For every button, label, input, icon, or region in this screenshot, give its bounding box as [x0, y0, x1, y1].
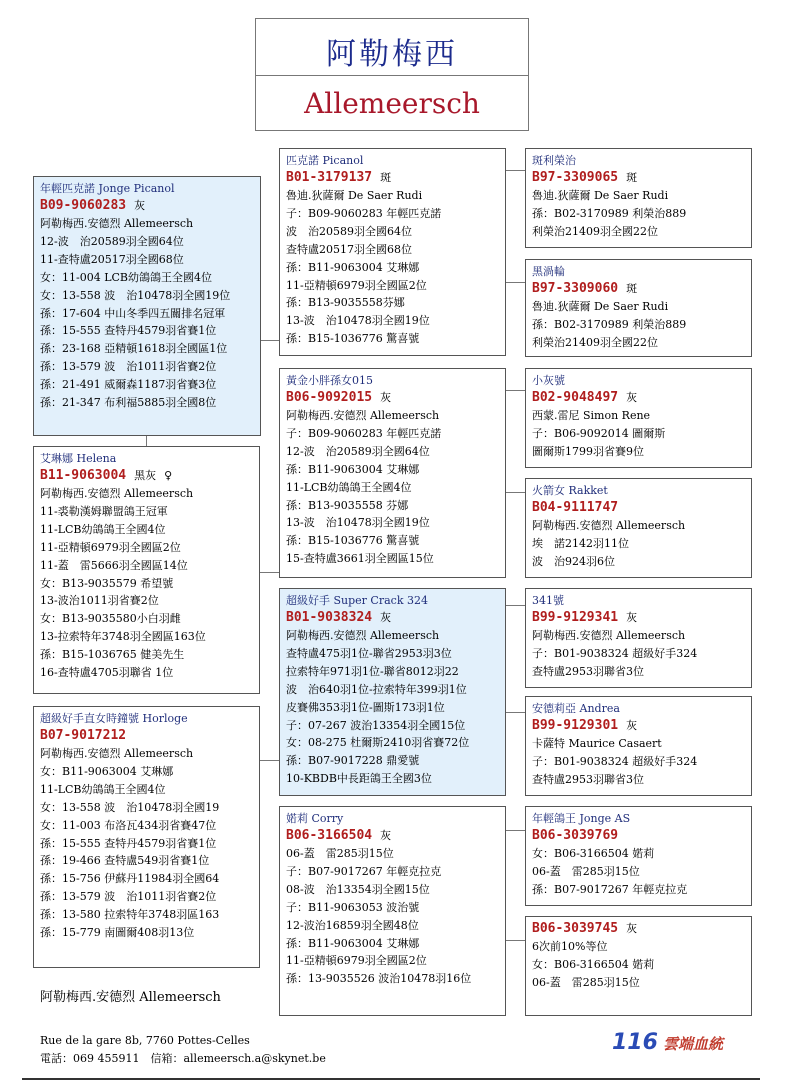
pedigree-detail-line: 阿勒梅西.安德烈 Allemeersch — [532, 629, 686, 642]
pedigree-detail-line: 12-波 治20589羽全國64位 — [286, 444, 430, 458]
ring-number-row — [40, 197, 260, 215]
pedigree-detail-line: 拉索特年971羽1位-聯省8012羽22 — [286, 664, 459, 678]
pedigree-detail-line: 16-查特盧4705羽聯省 1位 — [40, 666, 174, 680]
ring-number: B02-9048497 — [532, 390, 619, 405]
dam-sire-card — [525, 368, 752, 468]
header-divider — [256, 75, 528, 76]
connector — [506, 940, 525, 941]
logo-number: 116 — [612, 1030, 658, 1055]
pedigree-detail-line: 06-蓋 雷285羽15位 — [532, 975, 640, 989]
ring-number-row — [286, 609, 505, 627]
pedigree-detail-line: 埃 諾2142羽11位 — [532, 536, 629, 550]
ring-number-row — [532, 169, 751, 187]
pedigree-detail-line: 西蒙.雷尼 Simon Rene — [532, 409, 651, 422]
pedigree-detail-line: 10-KBDB中長距鴿王全國3位 — [286, 772, 432, 786]
pedigree-detail-line: 孫：B02-3170989 利榮治889 — [532, 317, 687, 331]
pedigree-detail-line: 孫：21-347 布利福5885羽全國8位 — [40, 396, 217, 410]
pedigree-detail-line: 孫：19-466 查特盧549羽省賽1位 — [40, 854, 210, 868]
ring-number: B97-3309060 — [532, 281, 619, 296]
connector — [261, 340, 279, 341]
pigeon-name: 超級好手 Super Crack 324 — [286, 594, 428, 607]
sire-sire-card — [525, 148, 752, 248]
pigeon-name: 超級好手直女時鐘號 Horloge — [40, 712, 188, 725]
pedigree-detail-line: 女：13-558 波 治10478羽全國19位 — [40, 288, 231, 302]
ring-number: B06-3039745 — [532, 921, 619, 936]
plumage-color: 灰 — [134, 199, 146, 212]
pedigree-detail-line: 15-查特盧3661羽全國區15位 — [286, 552, 434, 566]
ring-number-row — [532, 499, 751, 517]
pedigree-detail-line: 皮賽佛353羽1位-圖斯173羽1位 — [286, 700, 445, 714]
b06-3039745-card — [525, 916, 752, 1016]
pigeon-name: 婼莉 Corry — [286, 812, 344, 825]
ring-number: B11-9063004 — [40, 468, 127, 483]
ring-number-row — [532, 920, 751, 938]
pedigree-detail-line: 孫：13-579 波 治1011羽省賽2位 — [40, 360, 217, 374]
ring-number-row — [286, 827, 505, 845]
pedigree-detail-line: 08-波 治13354羽全國15位 — [286, 882, 430, 896]
connector — [506, 712, 525, 713]
pedigree-detail-line: 阿勒梅西.安德烈 Allemeersch — [40, 217, 194, 230]
footer-owner: 阿勒梅西.安德烈 Allemeersch — [40, 990, 221, 1005]
plumage-color: 黑灰 — [134, 469, 157, 482]
pedigree-detail-line: 女：11-004 LCB幼鴿鴿王全國4位 — [40, 270, 213, 284]
ring-number-row — [532, 280, 751, 298]
pigeon-name: 火箭女 Rakket — [532, 484, 608, 497]
pedigree-detail-line: 11-亞精頓6979羽全國區2位 — [40, 540, 181, 554]
pedigree-detail-line: 13-拉索特年3748羽全國區163位 — [40, 630, 206, 644]
sire-dam-card — [525, 259, 752, 357]
ring-number: B99-9129301 — [532, 718, 619, 733]
ring-number: B07-9017212 — [40, 728, 127, 743]
pedigree-detail-line: 孫：B13-9035558 芬娜 — [286, 498, 409, 512]
plumage-color: 斑 — [380, 171, 392, 184]
plumage-color: 灰 — [626, 611, 638, 624]
ring-number-row — [286, 389, 505, 407]
subject-pigeon-card — [33, 176, 261, 436]
ring-number: B06-9092015 — [286, 390, 373, 405]
pedigree-detail-line: 孫：17-604 中山冬季四五關排名冠軍 — [40, 306, 226, 320]
ring-number-row — [532, 389, 751, 407]
pedigree-detail-line: 子：B07-9017267 年輕克拉克 — [286, 864, 442, 878]
pedigree-detail-line: 子：B09-9060283 年輕匹克諾 — [286, 206, 442, 220]
pigeon-name: 艾琳娜 Helena — [40, 452, 117, 465]
pedigree-detail-line: 孫：15-555 查特丹4579羽省賽1位 — [40, 836, 217, 850]
pedigree-detail-line: 魯迪.狄薩爾 De Saer Rudi — [532, 300, 669, 313]
pedigree-detail-line: 波 治924羽6位 — [532, 554, 615, 568]
footer-contact: 電話：069 455911 信箱：allemeersch.a@skynet.be — [40, 1052, 326, 1065]
ring-number: B99-9129341 — [532, 610, 619, 625]
ring-number: B97-3309065 — [532, 170, 619, 185]
pedigree-detail-line: 子：B01-9038324 超級好手324 — [532, 754, 698, 768]
pedigree-detail-line: 女：13-558 波 治10478羽全國19 — [40, 800, 220, 814]
pigeon-name: 小灰號 — [532, 374, 565, 387]
jonge-as-card — [525, 806, 752, 906]
ring-number: B04-9111747 — [532, 500, 619, 515]
plumage-color: 灰 — [626, 922, 638, 935]
logo-text: 雲端血統 — [663, 1035, 724, 1053]
pedigree-detail-line: 利榮治21409羽全國22位 — [532, 224, 658, 238]
footer-rule — [22, 1078, 760, 1080]
pedigree-detail-line: 女：B13-9035580小白羽雌 — [40, 612, 181, 626]
pedigree-detail-line: 利榮治21409羽全國22位 — [532, 335, 658, 349]
sex-icon: ♀ — [164, 469, 173, 482]
pedigree-detail-line: 11-亞精頓6979羽全國區2位 — [286, 278, 427, 292]
pedigree-detail-line: 11-蓋 雷5666羽全國區14位 — [40, 558, 188, 572]
pedigree-detail-line: 孫：B15-1036765 健美先生 — [40, 648, 185, 662]
ring-number: B06-3166504 — [286, 828, 373, 843]
pedigree-detail-line: 阿勒梅西.安德烈 Allemeersch — [40, 747, 194, 760]
pedigree-detail-line: 查特盧2953羽聯省3位 — [532, 664, 644, 678]
pedigree-detail-line: 孫：B07-9017228 鼎愛號 — [286, 754, 420, 768]
pedigree-detail-line: 13-波 治10478羽全國19位 — [286, 314, 430, 328]
connector — [506, 170, 525, 171]
ring-number: B01-9038324 — [286, 610, 373, 625]
plumage-color: 灰 — [380, 829, 392, 842]
pedigree-detail-line: 子：07-267 波治13354羽全國15位 — [286, 718, 466, 732]
pedigree-detail-line: 孫：B07-9017267 年輕克拉克 — [532, 882, 688, 896]
pedigree-detail-line: 查特盧20517羽全國68位 — [286, 242, 412, 256]
pedigree-detail-line: 卡薩特 Maurice Casaert — [532, 737, 662, 750]
plumage-color: 斑 — [626, 171, 638, 184]
pedigree-detail-line: 孫：B15-1036776 驚喜號 — [286, 534, 420, 548]
pedigree-detail-line: 孫：23-168 亞精頓1618羽全國區1位 — [40, 342, 228, 356]
footer-address: Rue de la gare 8b, 7760 Pottes-Celles — [40, 1034, 250, 1047]
pedigree-detail-line: 阿勒梅西.安德烈 Allemeersch — [286, 629, 440, 642]
pedigree-detail-line: 孫：B11-9063004 艾琳娜 — [286, 462, 420, 476]
logo — [612, 1030, 723, 1055]
pedigree-detail-line: 孫：13-579 波 治1011羽省賽2位 — [40, 890, 217, 904]
pedigree-detail-line: 孫：B13-9035558芬娜 — [286, 296, 405, 310]
connector — [506, 830, 525, 831]
mate-card — [33, 446, 260, 694]
ring-number-row — [532, 609, 751, 627]
horloge-card — [33, 706, 260, 968]
pigeon-name: 年輕鴿王 Jonge AS — [532, 812, 631, 825]
pedigree-detail-line: 孫：B11-9063004 艾琳娜 — [286, 936, 420, 950]
pedigree-detail-line: 子：B06-9092014 圖爾斯 — [532, 426, 666, 440]
pigeon-name: 年輕匹克諾 Jonge Picanol — [40, 182, 175, 195]
ring-number-row — [286, 169, 505, 187]
owner-chinese-name: 阿勒梅西 — [326, 37, 458, 72]
pedigree-detail-line: 女：08-275 杜爾斯2410羽省賽72位 — [286, 736, 470, 750]
pedigree-detail-line: 孫：21-491 威爾森1187羽省賽3位 — [40, 378, 217, 392]
pigeon-name: 黑渦輪 — [532, 265, 565, 278]
connector — [260, 760, 279, 761]
pedigree-detail-line: 11-LCB幼鴿鴿王全國4位 — [286, 480, 412, 494]
ring-number-row — [532, 827, 751, 845]
pedigree-detail-line: 6次前10%等位 — [532, 940, 608, 953]
ring-number: B06-3039769 — [532, 828, 619, 843]
ring-number-row — [40, 727, 259, 745]
pedigree-detail-line: 06-蓋 雷285羽15位 — [286, 847, 394, 860]
pedigree-detail-line: 11-亞精頓6979羽全國區2位 — [286, 954, 427, 968]
corry-card — [279, 806, 506, 1016]
mate-sire-mother-card — [525, 696, 752, 796]
pedigree-detail-line: 11-裘勒漢姆聯盟鴿王冠軍 — [40, 504, 168, 518]
pedigree-detail-line: 阿勒梅西.安德烈 Allemeersch — [532, 519, 686, 532]
connector — [260, 572, 279, 573]
plumage-color: 灰 — [626, 391, 638, 404]
connector — [506, 492, 525, 493]
pedigree-detail-line: 12-波 治20589羽全國64位 — [40, 234, 184, 248]
pedigree-detail-line: 女：B06-3166504 婼莉 — [532, 847, 655, 860]
owner-english-name: Allemeersch — [304, 87, 480, 120]
pedigree-detail-line: 女：B13-9035579 希望號 — [40, 576, 174, 590]
plumage-color: 斑 — [626, 282, 638, 295]
pedigree-detail-line: 孫：B11-9063004 艾琳娜 — [286, 260, 420, 274]
pedigree-detail-line: 11-LCB幼鴿鴿王全國4位 — [40, 522, 166, 536]
plumage-color: 灰 — [626, 719, 638, 732]
pedigree-detail-line: 阿勒梅西.安德烈 Allemeersch — [40, 487, 194, 500]
pedigree-detail-line: 阿勒梅西.安德烈 Allemeersch — [286, 409, 440, 422]
pedigree-detail-line: 11-查特盧20517羽全國68位 — [40, 252, 184, 266]
pedigree-detail-line: 子：B01-9038324 超級好手324 — [532, 646, 698, 660]
pedigree-detail-line: 11-LCB幼鴿鴿王全國4位 — [40, 782, 166, 796]
dam-dam-card — [525, 478, 752, 578]
pedigree-detail-line: 女：11-003 布洛瓦434羽省賽47位 — [40, 818, 217, 832]
pigeon-name: 匹克諾 Picanol — [286, 154, 364, 167]
pedigree-detail-line: 孫：13-9035526 波治10478羽16位 — [286, 972, 472, 986]
pigeon-name: 安德莉亞 Andrea — [532, 702, 620, 715]
connector — [506, 390, 525, 391]
pedigree-detail-line: 孫：B02-3170989 利榮治889 — [532, 206, 687, 220]
pedigree-detail-line: 查特盧2953羽聯省3位 — [532, 772, 644, 786]
ring-number-row — [532, 717, 751, 735]
pedigree-detail-line: 13-波 治10478羽全國19位 — [286, 516, 430, 530]
pedigree-detail-line: 魯迪.狄薩爾 De Saer Rudi — [286, 189, 423, 202]
pedigree-detail-line: 波 治20589羽全國64位 — [286, 224, 412, 238]
pedigree-detail-line: 圖爾斯1799羽省賽9位 — [532, 444, 644, 458]
mate-sire-father-card — [525, 588, 752, 688]
connector — [506, 605, 525, 606]
pedigree-detail-line: 孫：B15-1036776 驚喜號 — [286, 332, 420, 346]
header-box — [255, 18, 529, 131]
ring-number-row — [40, 467, 259, 485]
sire-card — [279, 148, 506, 356]
ring-number: B01-3179137 — [286, 170, 373, 185]
pedigree-detail-line: 子：B09-9060283 年輕匹克諾 — [286, 426, 442, 440]
pedigree-detail-line: 孫：15-779 南圖爾408羽13位 — [40, 926, 195, 940]
pigeon-name: 斑利榮治 — [532, 154, 576, 167]
pedigree-detail-line: 波 治640羽1位-拉索特年399羽1位 — [286, 682, 467, 696]
pedigree-detail-line: 12-波治16859羽全國48位 — [286, 918, 419, 932]
pigeon-name: 黃金小胖孫女015 — [286, 374, 373, 387]
pedigree-detail-line: 女：B11-9063004 艾琳娜 — [40, 764, 174, 778]
pedigree-detail-line: 孫：13-580 拉索特年3748羽區163 — [40, 908, 220, 922]
pigeon-name: 341號 — [532, 594, 564, 607]
pedigree-detail-line: 13-波治1011羽省賽2位 — [40, 594, 159, 608]
pedigree-detail-line: 查特盧475羽1位-聯省2953羽3位 — [286, 646, 452, 660]
plumage-color: 灰 — [380, 391, 392, 404]
connector — [146, 436, 147, 446]
connector — [506, 282, 525, 283]
pedigree-detail-line: 孫：15-756 伊蘇丹11984羽全國64 — [40, 872, 220, 886]
ring-number: B09-9060283 — [40, 198, 127, 213]
plumage-color: 灰 — [380, 611, 392, 624]
dam-card — [279, 368, 506, 578]
pedigree-detail-line: 06-蓋 雷285羽15位 — [532, 864, 640, 878]
pedigree-detail-line: 孫：15-555 查特丹4579羽省賽1位 — [40, 324, 217, 338]
pedigree-detail-line: 女：B06-3166504 婼莉 — [532, 957, 655, 971]
mate-sire-card — [279, 588, 506, 796]
pedigree-detail-line: 魯迪.狄薩爾 De Saer Rudi — [532, 189, 669, 202]
pedigree-detail-line: 子：B11-9063053 波治號 — [286, 900, 420, 914]
